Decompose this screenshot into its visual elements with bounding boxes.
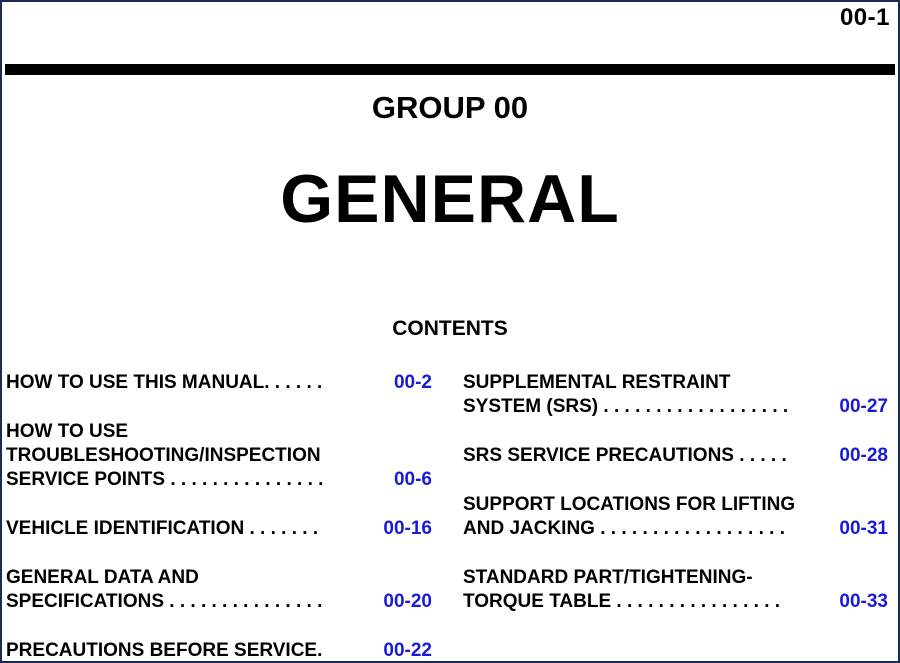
toc-entry-srs-line-1[interactable]: SUPPLEMENTAL RESTRAINT [463, 372, 731, 393]
contents-heading: CONTENTS [392, 317, 508, 340]
toc-entry-srs-precautions[interactable]: SRS SERVICE PRECAUTIONS . . . . . [463, 445, 787, 466]
toc-page-link[interactable]: 00-31 [839, 518, 888, 539]
toc-entry-troubleshooting-line-2[interactable]: TROUBLESHOOTING/INSPECTION [6, 445, 321, 466]
toc-page-link[interactable]: 00-2 [393, 372, 432, 393]
toc-page-link[interactable]: 00-16 [383, 518, 432, 539]
toc-page-link[interactable]: 00-20 [383, 591, 432, 612]
toc-entry-troubleshooting-line-1[interactable]: HOW TO USE [6, 421, 129, 442]
toc-page-link[interactable]: 00-6 [393, 469, 432, 490]
toc-entry-general-data-line-2[interactable]: SPECIFICATIONS . . . . . . . . . . . . . . . [6, 591, 323, 612]
toc-entry-torque-table-line-2[interactable]: TORQUE TABLE . . . . . . . . . . . . . . . . [463, 591, 781, 612]
toc-entry-general-data-line-1[interactable]: GENERAL DATA AND [6, 567, 199, 588]
toc-entry-precautions[interactable]: PRECAUTIONS BEFORE SERVICE. [6, 640, 323, 661]
header-rule [5, 64, 895, 75]
toc-entry-torque-table-line-1[interactable]: STANDARD PART/TIGHTENING- [463, 567, 753, 588]
toc-entry-how-to-use-manual[interactable]: HOW TO USE THIS MANUAL. . . . . . [6, 372, 323, 393]
toc-entry-support-locations-line-1[interactable]: SUPPORT LOCATIONS FOR LIFTING [463, 494, 796, 515]
toc-page-link[interactable]: 00-22 [383, 640, 432, 661]
toc-page-link[interactable]: 00-27 [839, 396, 888, 417]
toc-entry-troubleshooting-line-3[interactable]: SERVICE POINTS . . . . . . . . . . . . . . . [6, 469, 324, 490]
toc-entry-support-locations-line-2[interactable]: AND JACKING . . . . . . . . . . . . . . . . . . [463, 518, 785, 539]
toc-entry-srs-line-2[interactable]: SYSTEM (SRS) . . . . . . . . . . . . . . . . . . [463, 396, 789, 417]
toc-page-link[interactable]: 00-28 [839, 445, 888, 466]
toc-entry-vehicle-identification[interactable]: VEHICLE IDENTIFICATION . . . . . . . [6, 518, 319, 539]
group-title: GROUP 00 [371, 90, 529, 125]
page-number: 00-1 [839, 4, 890, 31]
page-title: GENERAL [280, 161, 620, 237]
toc-page-link[interactable]: 00-33 [839, 591, 888, 612]
